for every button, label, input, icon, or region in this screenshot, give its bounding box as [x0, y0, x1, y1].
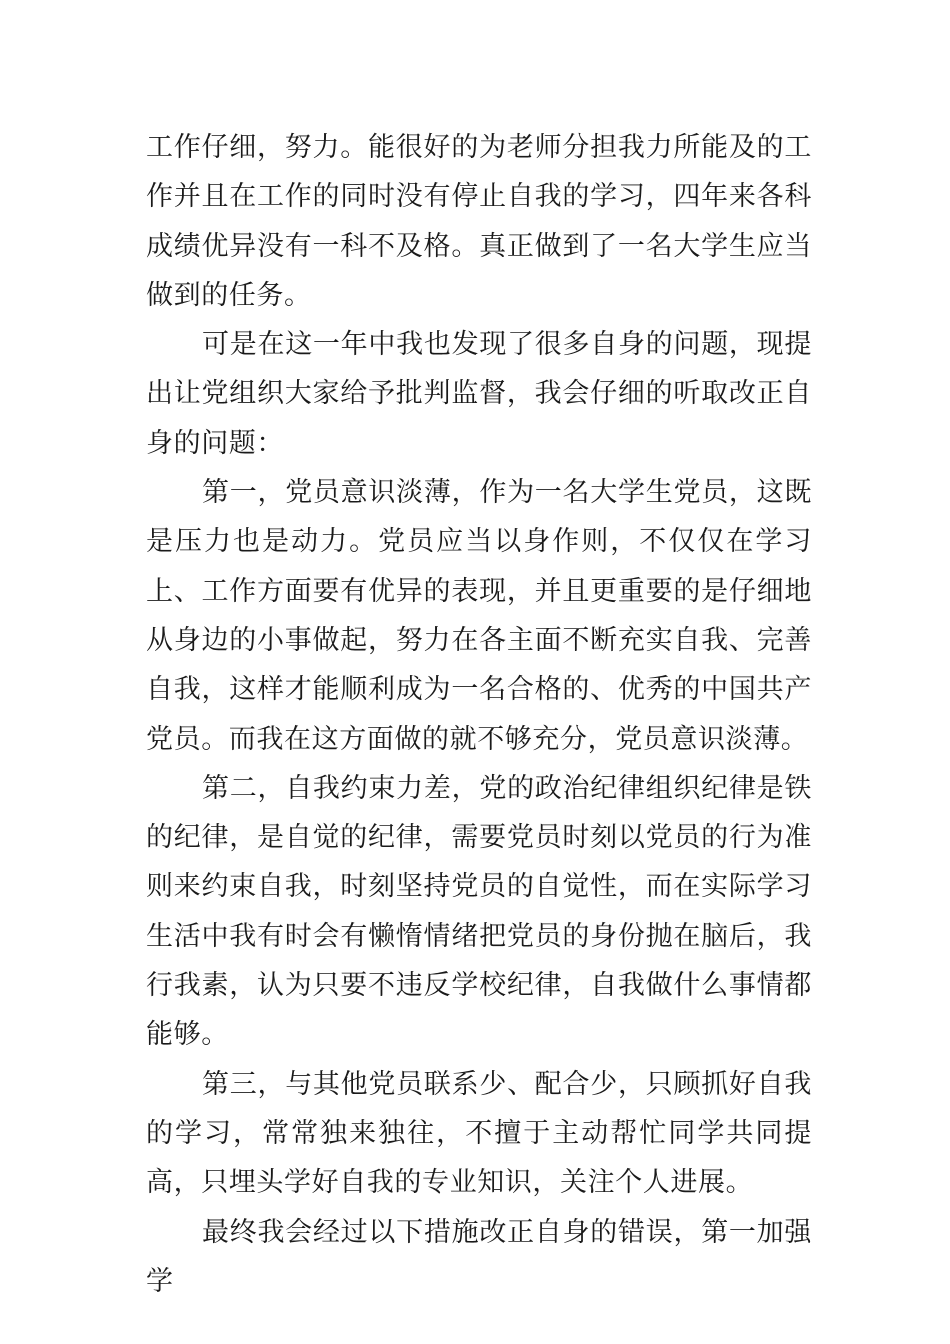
- paragraph-third-point: 第三，与其他党员联系少、配合少，只顾抓好自我的学习，常常独来独往，不擅于主动帮忙同学共同提高，只埋头学好自我的专业知识，关注个人进展。: [146, 1068, 812, 1199]
- paragraph-first-point: 第一，党员意识淡薄，作为一名大学生党员，这既是压力也是动力。党员应当以身作则，不仅仅在学习上、工作方面要有优异的表现，并且更重要的是仔细地从身边的小事做起，努力在各主面不断充实自我、完善自我，这样才能顺利成为一名合格的、优秀的中国共产党员。而我在这方面做的就不够充分，党员意识淡薄。: [146, 477, 812, 755]
- document-body: [146, 123, 812, 1306]
- paragraph-problems-intro: 可是在这一年中我也发现了很多自身的问题，现提出让党组织大家给予批判监督，我会仔细的听取改正自身的问题：: [146, 329, 812, 459]
- paragraph-continuation: 工作仔细，努力。能很好的为老师分担我力所能及的工作并且在工作的同时没有停止自我的学习，四年来各科成绩优异没有一科不及格。真正做到了一名大学生应当做到的任务。: [146, 132, 812, 311]
- paragraph-measures: 最终我会经过以下措施改正自身的错误，第一加强学: [146, 1216, 812, 1297]
- paragraph-second-point: 第二，自我约束力差，党的政治纪律组织纪律是铁的纪律，是自觉的纪律，需要党员时刻以党员的行为准则来约束自我，时刻坚持党员的自觉性，而在实际学习生活中我有时会有懒惰情绪把党员的身份抛在脑后，我行我素，认为只要不违反学校纪律，自我做什么事情都能够。: [146, 772, 812, 1051]
